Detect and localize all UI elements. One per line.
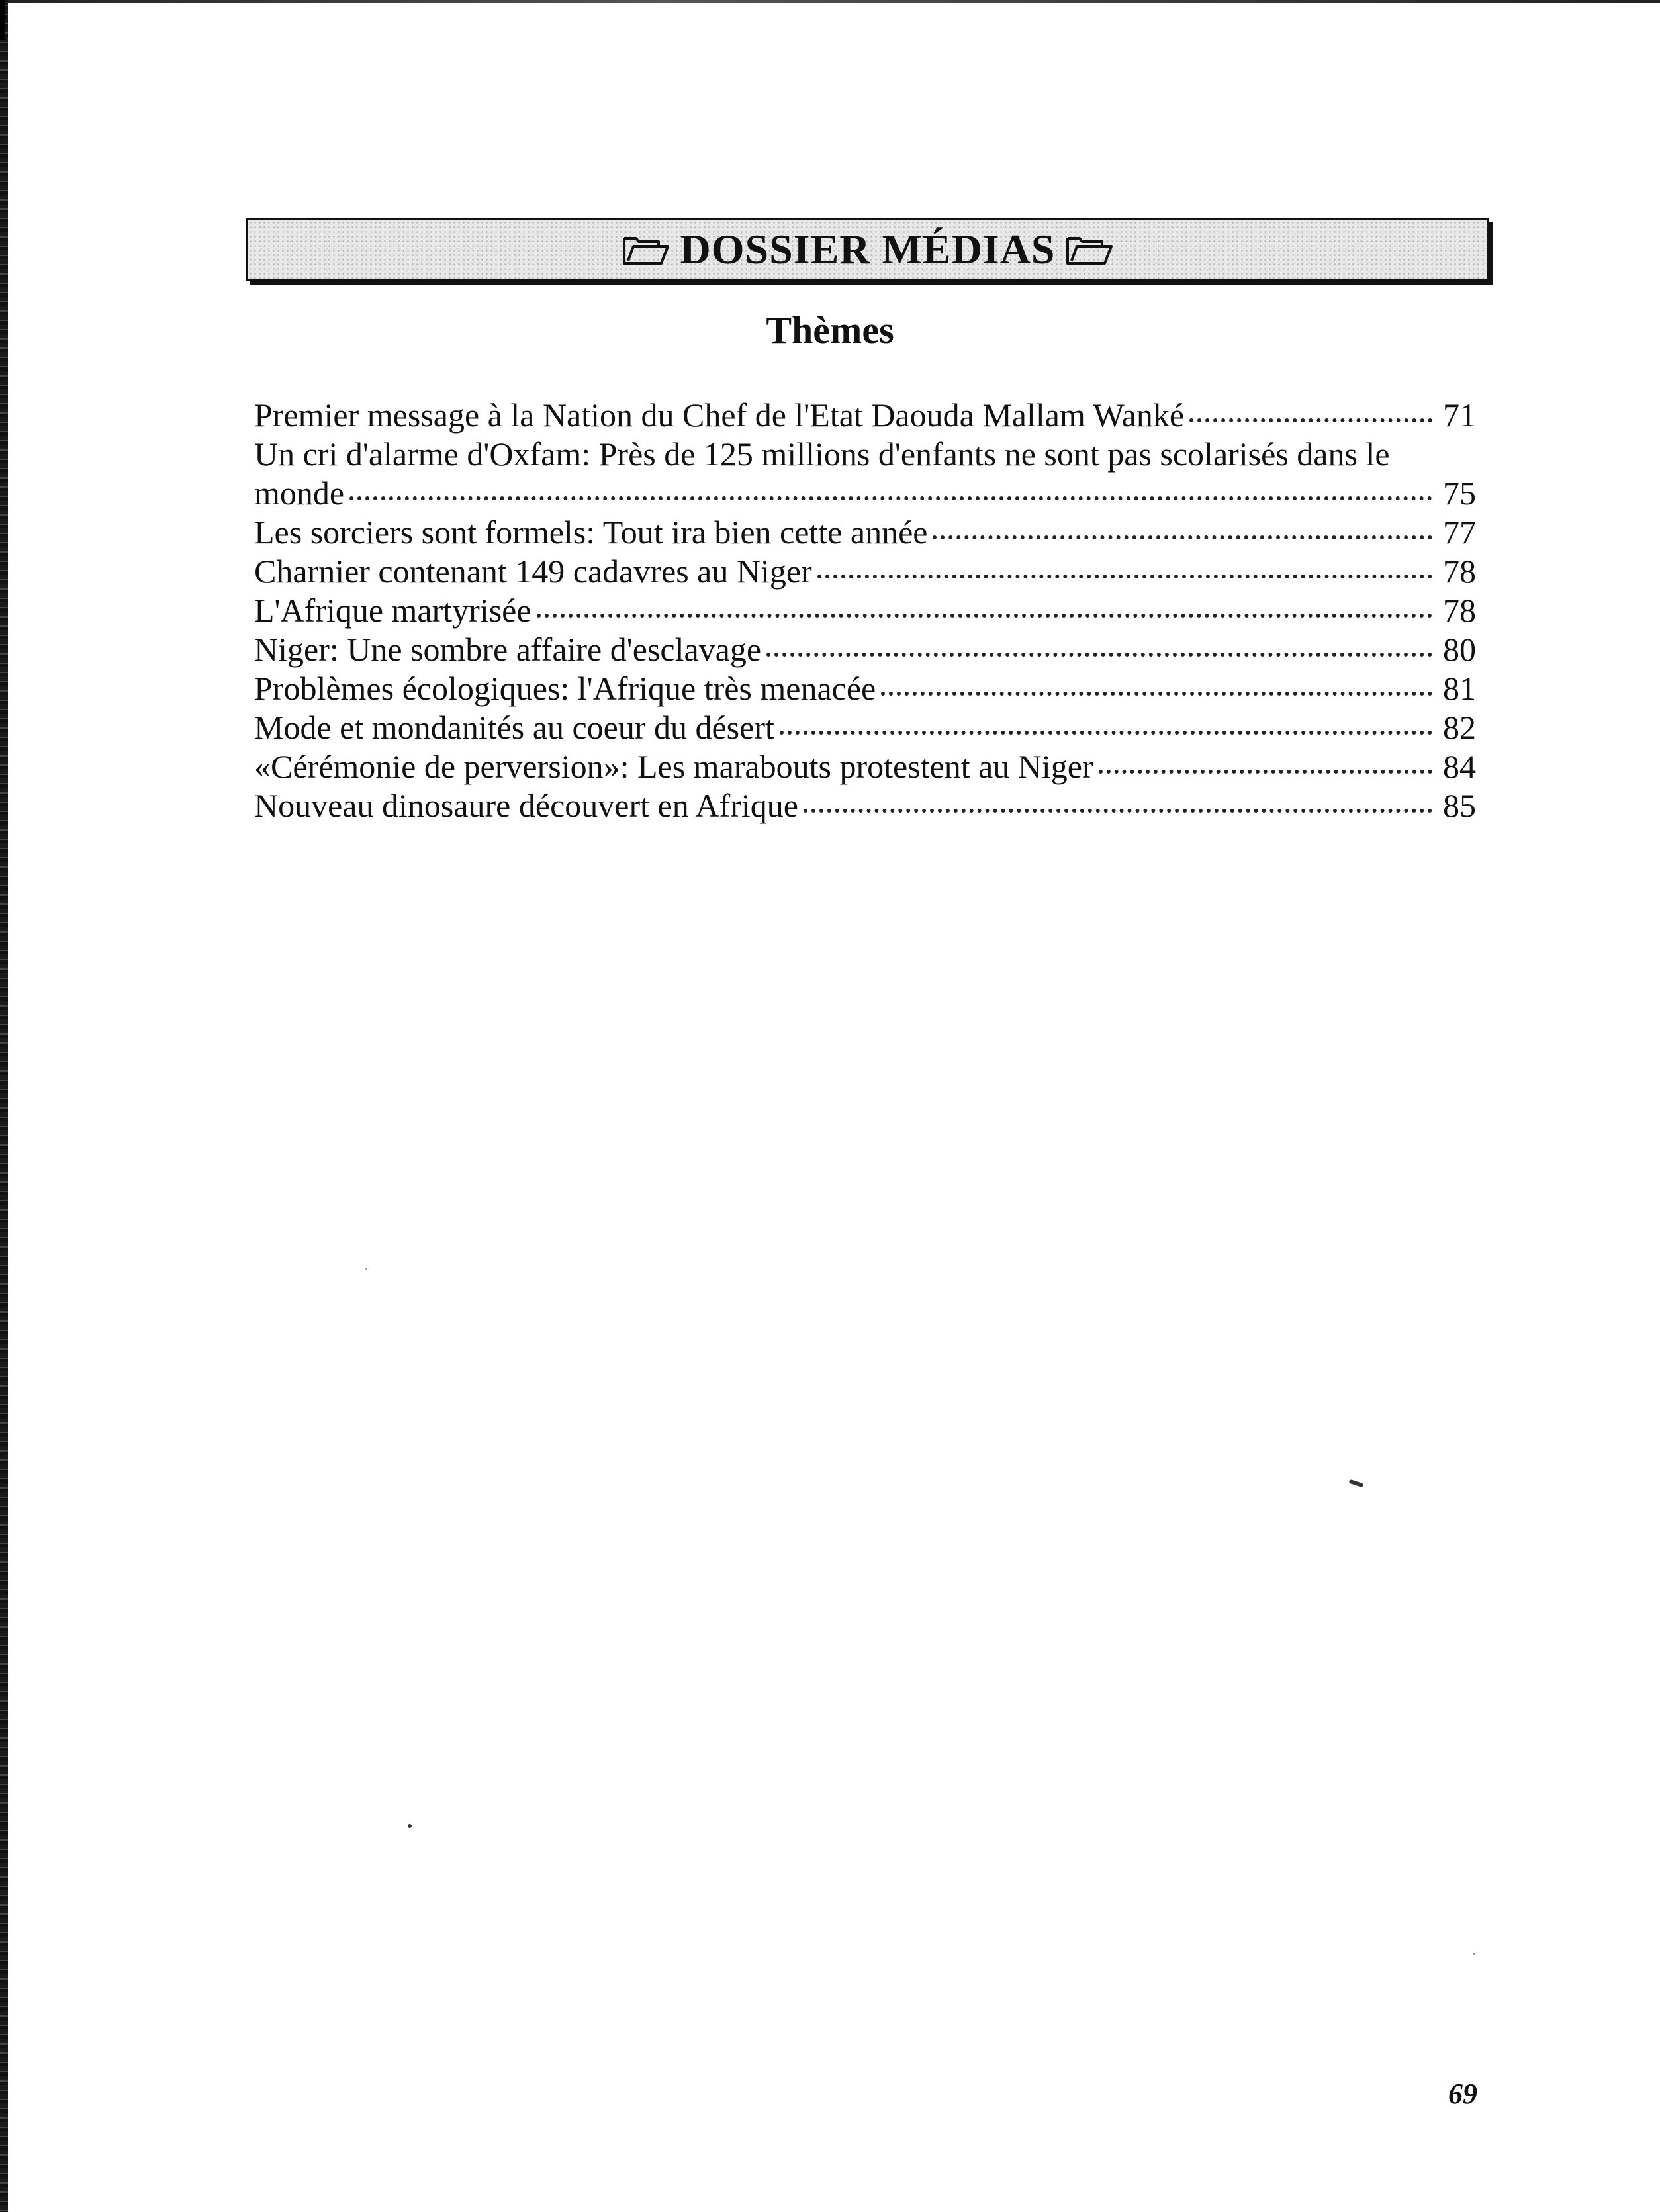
toc-line: [254, 396, 1476, 435]
toc-line: [254, 513, 1476, 552]
dot-leader: [881, 672, 1432, 696]
page-number: 69: [1448, 2078, 1477, 2110]
toc-entry-title: Les sorciers sont formels: Tout ira bien cette année: [254, 514, 928, 551]
dot-leader: [817, 555, 1432, 578]
toc-entry: [254, 747, 1476, 786]
toc-entry: [254, 591, 1476, 630]
toc-entry-title: L'Afrique martyrisée: [254, 592, 531, 629]
toc-line: [254, 747, 1476, 786]
toc-entry-page: 81: [1443, 670, 1476, 707]
toc-entry-title: monde: [254, 475, 345, 512]
scan-speck: [1349, 1479, 1364, 1488]
table-of-contents: [254, 396, 1476, 825]
toc-entry-page: 78: [1443, 553, 1476, 590]
section-title: Thèmes: [766, 308, 894, 351]
scan-top-edge: [0, 0, 1660, 3]
toc-entry: [254, 786, 1476, 825]
toc-entry-title: Mode et mondanités au coeur du désert: [254, 709, 774, 746]
dot-leader: [349, 477, 1432, 500]
scan-left-edge-mark: [0, 0, 5, 40]
toc-entry-title: Nouveau dinosaure découvert en Afrique: [254, 787, 798, 824]
toc-line: [254, 786, 1476, 825]
folder-icon: [1065, 232, 1114, 267]
toc-entry: [254, 630, 1476, 669]
toc-entry-page: 78: [1443, 592, 1476, 629]
toc-entry-title: Problèmes écologiques: l'Afrique très menacée: [254, 670, 876, 707]
toc-line: [254, 474, 1476, 513]
toc-line: [254, 630, 1476, 669]
toc-entry-title: Niger: Une sombre affaire d'esclavage: [254, 631, 762, 668]
toc-entry-page: 80: [1443, 631, 1476, 668]
header-banner: [246, 218, 1489, 281]
toc-line: [254, 708, 1476, 747]
dot-leader: [1189, 398, 1432, 422]
toc-entry-page: 71: [1443, 396, 1476, 434]
toc-entry: [254, 708, 1476, 747]
toc-entry-page: 85: [1443, 787, 1476, 824]
toc-entry: [254, 396, 1476, 435]
header-banner-content: [622, 228, 1113, 271]
dot-leader: [780, 711, 1432, 735]
toc-entry-title-line1: Un cri d'alarme d'Oxfam: Près de 125 millions d'enfants ne sont pas scolarisés dans le: [254, 436, 1390, 473]
toc-entry-page: 84: [1443, 748, 1476, 785]
scan-speck: [1473, 1953, 1475, 1955]
toc-entry-title: «Cérémonie de perversion»: Les marabouts protestent au Niger: [254, 748, 1093, 785]
toc-entry-page: 77: [1443, 514, 1476, 551]
dot-leader: [537, 594, 1432, 618]
toc-entry: [254, 552, 1476, 591]
dot-leader: [933, 516, 1432, 539]
toc-entry-page: 75: [1443, 475, 1476, 512]
dot-leader: [1099, 750, 1432, 774]
toc-line: [254, 591, 1476, 630]
folder-icon: [622, 232, 670, 267]
toc-entry: [254, 513, 1476, 552]
toc-entry: [254, 435, 1476, 513]
dot-leader: [804, 789, 1432, 813]
header-title: DOSSIER MÉDIAS: [680, 226, 1056, 273]
scan-speck: [408, 1824, 412, 1828]
dot-leader: [766, 633, 1432, 657]
toc-entry-title: Premier message à la Nation du Chef de l'Etat Daouda Mallam Wanké: [254, 396, 1185, 434]
toc-entry: [254, 669, 1476, 708]
scan-speck: [365, 1268, 367, 1270]
toc-entry-page: 82: [1443, 709, 1476, 746]
toc-line: [254, 552, 1476, 591]
toc-entry-title: Charnier contenant 149 cadavres au Niger: [254, 553, 812, 590]
toc-line: [254, 669, 1476, 708]
